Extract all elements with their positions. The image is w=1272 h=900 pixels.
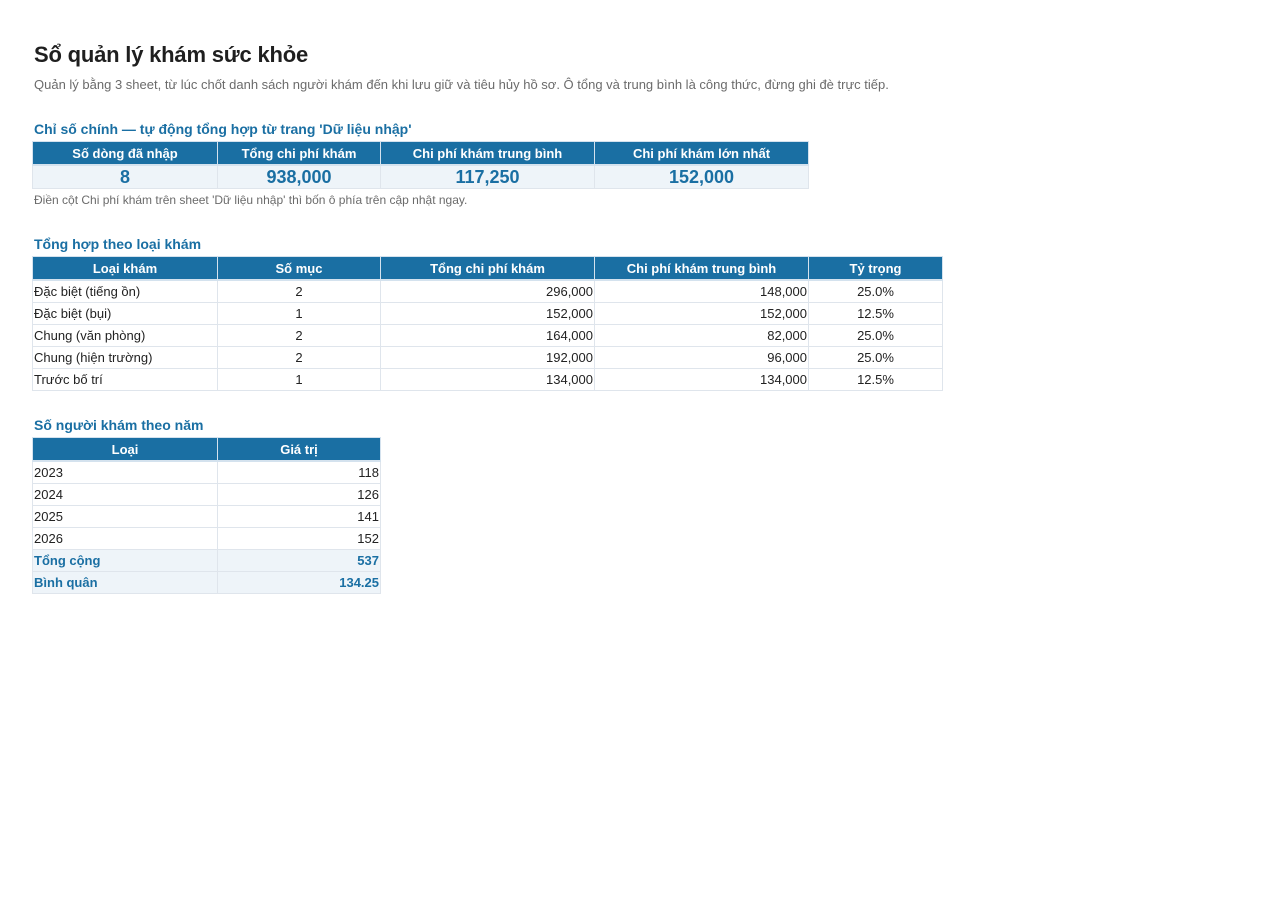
header-total-cost[interactable]: Tổng chi phí khám [381,257,595,281]
header-average-cost[interactable]: Chi phí khám trung bình [595,257,809,281]
cell-year[interactable]: 2026 [33,528,218,550]
cell-average-cost[interactable]: 152,000 [595,303,809,325]
cell-exam-type[interactable]: Chung (hiện trường) [33,347,218,369]
cell-count[interactable]: 1 [218,369,381,391]
cell-year[interactable]: 2023 [33,461,218,484]
by-year-section-title: Số người khám theo năm [34,417,204,433]
cell-average-cost[interactable]: 96,000 [595,347,809,369]
table-row [33,528,381,550]
cell-average-cost[interactable]: 82,000 [595,325,809,347]
by-type-table [32,256,943,391]
cell-total-cost[interactable]: 152,000 [381,303,595,325]
kpi-value-row [33,165,809,189]
average-value[interactable]: 134.25 [218,572,381,594]
cell-year[interactable]: 2024 [33,484,218,506]
average-row [33,572,381,594]
header-exam-type[interactable]: Loại khám [33,257,218,281]
table-row [33,280,943,303]
cell-value[interactable]: 118 [218,461,381,484]
kpi-header-total-cost[interactable]: Tổng chi phí khám [218,142,381,166]
table-row [33,369,943,391]
cell-total-cost[interactable]: 134,000 [381,369,595,391]
table-row [33,461,381,484]
by-type-header-row [33,257,943,281]
cell-value[interactable]: 152 [218,528,381,550]
cell-exam-type[interactable]: Chung (văn phòng) [33,325,218,347]
kpi-table [32,141,809,189]
kpi-average-cost-value[interactable]: 117,250 [381,165,595,189]
kpi-header-average-cost[interactable]: Chi phí khám trung bình [381,142,595,166]
average-label[interactable]: Bình quân [33,572,218,594]
table-row [33,347,943,369]
cell-average-cost[interactable]: 148,000 [595,280,809,303]
cell-share[interactable]: 25.0% [809,280,943,303]
kpi-total-cost-value[interactable]: 938,000 [218,165,381,189]
cell-share[interactable]: 12.5% [809,369,943,391]
by-year-table [32,437,381,594]
table-row [33,506,381,528]
total-value[interactable]: 537 [218,550,381,572]
cell-exam-type[interactable]: Đặc biệt (tiếng ồn) [33,280,218,303]
cell-count[interactable]: 1 [218,303,381,325]
header-value[interactable]: Giá trị [218,438,381,462]
cell-share[interactable]: 12.5% [809,303,943,325]
cell-total-cost[interactable]: 296,000 [381,280,595,303]
table-row [33,303,943,325]
cell-share[interactable]: 25.0% [809,325,943,347]
page-subtitle: Quản lý bằng 3 sheet, từ lúc chốt danh sách người khám đến khi lưu giữ và tiêu hủy hồ sơ. Ô tổng và trung bình là công thức, đừng ghi đè trực tiếp. [34,77,889,92]
table-row [33,325,943,347]
cell-share[interactable]: 25.0% [809,347,943,369]
cell-average-cost[interactable]: 134,000 [595,369,809,391]
header-share[interactable]: Tỷ trọng [809,257,943,281]
kpi-rows-entered-value[interactable]: 8 [33,165,218,189]
header-label[interactable]: Loại [33,438,218,462]
cell-total-cost[interactable]: 164,000 [381,325,595,347]
cell-count[interactable]: 2 [218,347,381,369]
cell-count[interactable]: 2 [218,280,381,303]
by-type-section-title: Tổng hợp theo loại khám [34,236,202,252]
total-label[interactable]: Tổng cộng [33,550,218,572]
header-count[interactable]: Số mục [218,257,381,281]
cell-year[interactable]: 2025 [33,506,218,528]
kpi-header-row [33,142,809,166]
total-row [33,550,381,572]
kpi-header-rows-entered[interactable]: Số dòng đã nhập [33,142,218,166]
cell-total-cost[interactable]: 192,000 [381,347,595,369]
kpi-section-title: Chỉ số chính — tự động tổng hợp từ trang 'Dữ liệu nhập' [34,121,412,137]
cell-value[interactable]: 126 [218,484,381,506]
by-year-header-row [33,438,381,462]
cell-exam-type[interactable]: Đặc biệt (bụi) [33,303,218,325]
cell-exam-type[interactable]: Trước bố trí [33,369,218,391]
cell-count[interactable]: 2 [218,325,381,347]
kpi-header-max-cost[interactable]: Chi phí khám lớn nhất [595,142,809,166]
table-row [33,484,381,506]
page-title: Sổ quản lý khám sức khỏe [34,42,308,67]
cell-value[interactable]: 141 [218,506,381,528]
kpi-note: Điền cột Chi phí khám trên sheet 'Dữ liệu nhập' thì bốn ô phía trên cập nhật ngay. [34,193,468,207]
kpi-max-cost-value[interactable]: 152,000 [595,165,809,189]
